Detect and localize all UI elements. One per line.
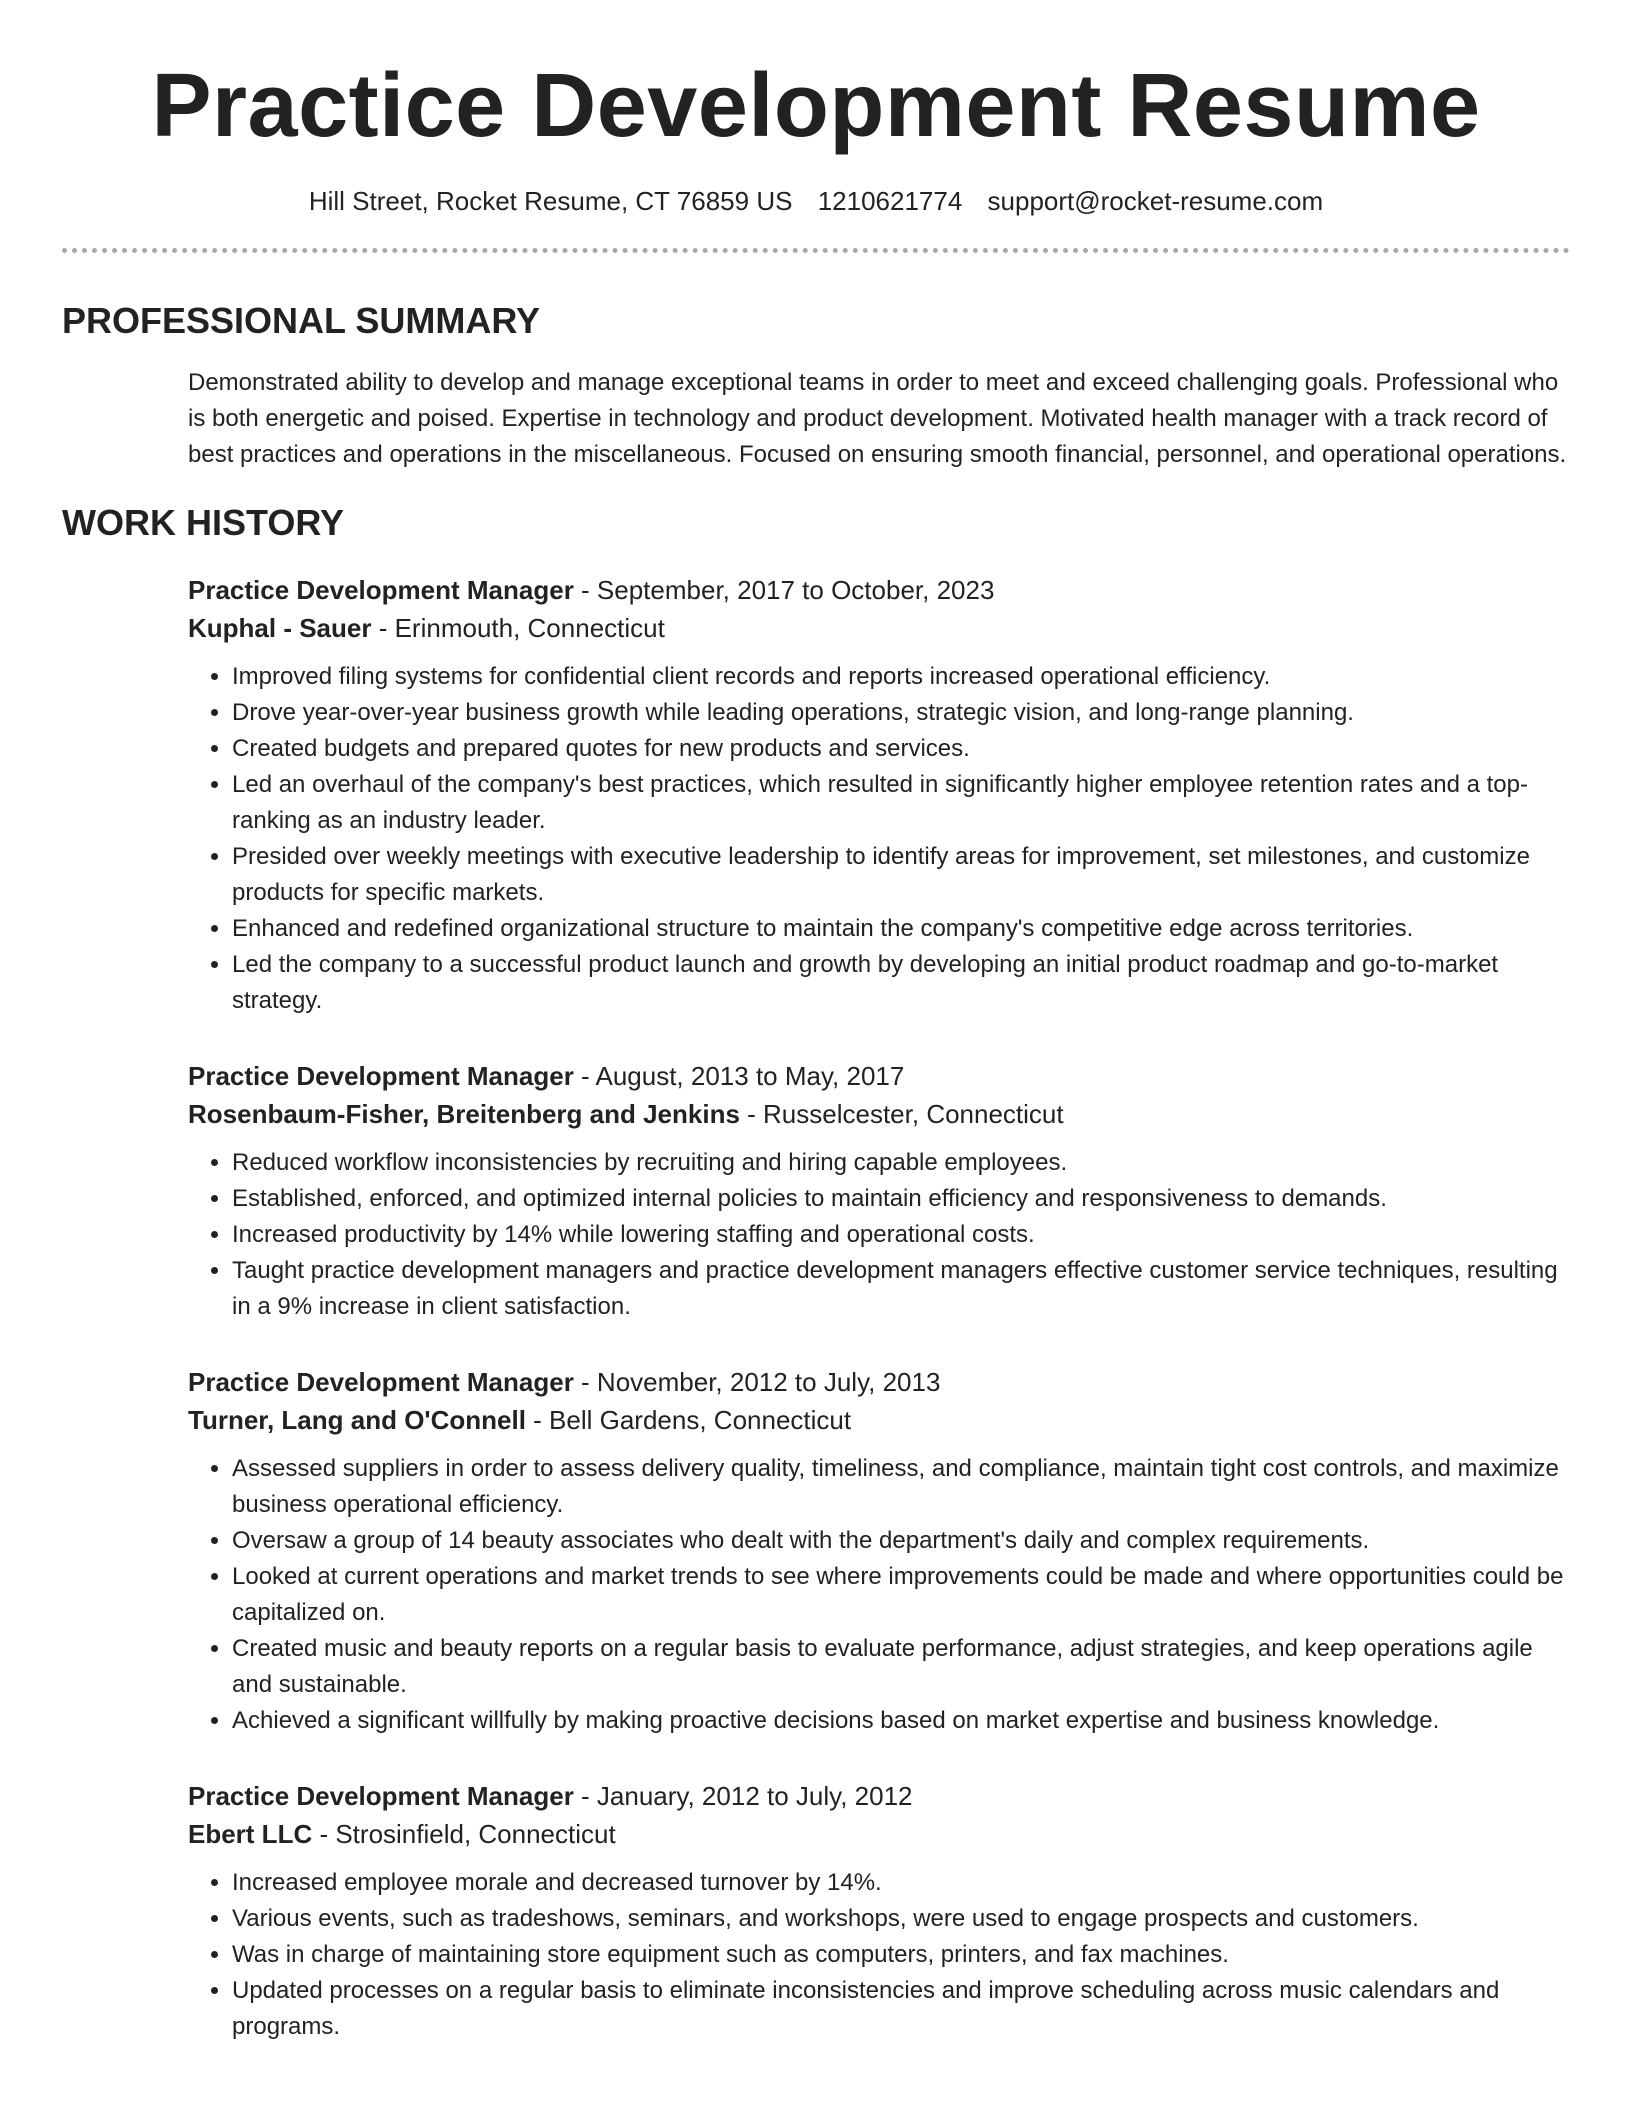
job-bullet: • Established, enforced, and optimized internal policies to maintain efficiency and responsiveness to demands.: [232, 1181, 1570, 1217]
job-entry: [188, 1777, 1570, 2045]
job-role-line: [188, 1363, 1570, 1401]
contact-phone: 1210621774: [817, 186, 963, 216]
job-company: Turner, Lang and O'Connell: [188, 1405, 526, 1435]
job-bullet: • Increased productivity by 14% while lowering staffing and operational costs.: [232, 1217, 1570, 1253]
job-bullet: • Was in charge of maintaining store equipment such as computers, printers, and fax machines.: [232, 1937, 1570, 1973]
job-bullet: • Created music and beauty reports on a regular basis to evaluate performance, adjust strategies, and keep operations agile and sustainable.: [232, 1631, 1570, 1703]
job-dates: - January, 2012 to July, 2012: [573, 1781, 913, 1811]
contact-email: support@rocket-resume.com: [987, 186, 1324, 216]
section-title-summary: PROFESSIONAL SUMMARY: [62, 300, 541, 341]
job-dates: - September, 2017 to October, 2023: [573, 575, 995, 605]
job-company: Ebert LLC: [188, 1819, 313, 1849]
job-bullet: • Presided over weekly meetings with executive leadership to identify areas for improvement, set milestones, and customize products for specific markets.: [232, 839, 1570, 911]
contact-line: [62, 184, 1570, 218]
job-dates: - August, 2013 to May, 2017: [573, 1061, 905, 1091]
job-bullet: • Achieved a significant willfully by making proactive decisions based on market expertise and business knowledge.: [232, 1703, 1570, 1739]
job-bullets: [188, 1865, 1570, 2045]
section-title-work-history: WORK HISTORY: [62, 502, 345, 543]
header-divider: [62, 248, 1570, 253]
job-location: - Bell Gardens, Connecticut: [525, 1405, 852, 1435]
work-history-list: [62, 571, 1570, 2045]
job-company-line: [188, 1095, 1570, 1133]
job-entry: [188, 1363, 1570, 1739]
job-dates: - November, 2012 to July, 2013: [573, 1367, 941, 1397]
job-company-line: [188, 1815, 1570, 1853]
job-role: Practice Development Manager: [188, 1781, 574, 1811]
job-bullet: • Reduced workflow inconsistencies by recruiting and hiring capable employees.: [232, 1145, 1570, 1181]
job-bullet: • Various events, such as tradeshows, seminars, and workshops, were used to engage prospects and customers.: [232, 1901, 1570, 1937]
job-company-line: [188, 609, 1570, 647]
job-location: - Russelcester, Connecticut: [739, 1099, 1064, 1129]
job-bullet: • Taught practice development managers and practice development managers effective customer service techniques, resulting in a 9% increase in client satisfaction.: [232, 1253, 1570, 1325]
job-bullet: • Enhanced and redefined organizational structure to maintain the company's competitive edge across territories.: [232, 911, 1570, 947]
job-bullet: • Increased employee morale and decreased turnover by 14%.: [232, 1865, 1570, 1901]
job-location: - Strosinfield, Connecticut: [312, 1819, 616, 1849]
job-role: Practice Development Manager: [188, 1367, 574, 1397]
job-bullet: • Oversaw a group of 14 beauty associates who dealt with the department's daily and complex requirements.: [232, 1523, 1570, 1559]
job-company: Rosenbaum-Fisher, Breitenberg and Jenkins: [188, 1099, 740, 1129]
job-location: - Erinmouth, Connecticut: [371, 613, 665, 643]
job-bullet: • Drove year-over-year business growth while leading operations, strategic vision, and long-range planning.: [232, 695, 1570, 731]
job-company: Kuphal - Sauer: [188, 613, 372, 643]
job-bullets: [188, 1145, 1570, 1325]
job-company-line: [188, 1401, 1570, 1439]
job-role: Practice Development Manager: [188, 575, 574, 605]
job-entry: [188, 1057, 1570, 1325]
job-bullet: • Looked at current operations and market trends to see where improvements could be made and where opportunities could be capitalized on.: [232, 1559, 1570, 1631]
job-bullets: [188, 659, 1570, 1019]
job-role-line: [188, 1057, 1570, 1095]
job-entry: [188, 571, 1570, 1019]
job-bullet: • Led the company to a successful product launch and growth by developing an initial product roadmap and go-to-market strategy.: [232, 947, 1570, 1019]
resume-title: Practice Development Resume: [151, 56, 1481, 156]
job-bullet: • Improved filing systems for confidential client records and reports increased operational efficiency.: [232, 659, 1570, 695]
job-bullet: • Created budgets and prepared quotes for new products and services.: [232, 731, 1570, 767]
job-bullets: [188, 1451, 1570, 1739]
job-bullet: • Led an overhaul of the company's best practices, which resulted in significantly higher employee retention rates and a top-ranking as an industry leader.: [232, 767, 1570, 839]
contact-address: Hill Street, Rocket Resume, CT 76859 US: [308, 186, 793, 216]
job-role: Practice Development Manager: [188, 1061, 574, 1091]
job-role-line: [188, 571, 1570, 609]
job-bullet: • Updated processes on a regular basis to eliminate inconsistencies and improve scheduling across music calendars and programs.: [232, 1973, 1570, 2045]
summary-text: Demonstrated ability to develop and manage exceptional teams in order to meet and exceed challenging goals. Professional who is both energetic and poised. Expertise in technology and product development. Motivated health manager with a track record of best practices and operations in the miscellaneous. Focused on ensuring smooth financial, personnel, and operational operations.: [188, 369, 1567, 468]
job-role-line: [188, 1777, 1570, 1815]
job-bullet: • Assessed suppliers in order to assess delivery quality, timeliness, and compliance, maintain tight cost controls, and maximize business operational efficiency.: [232, 1451, 1570, 1523]
